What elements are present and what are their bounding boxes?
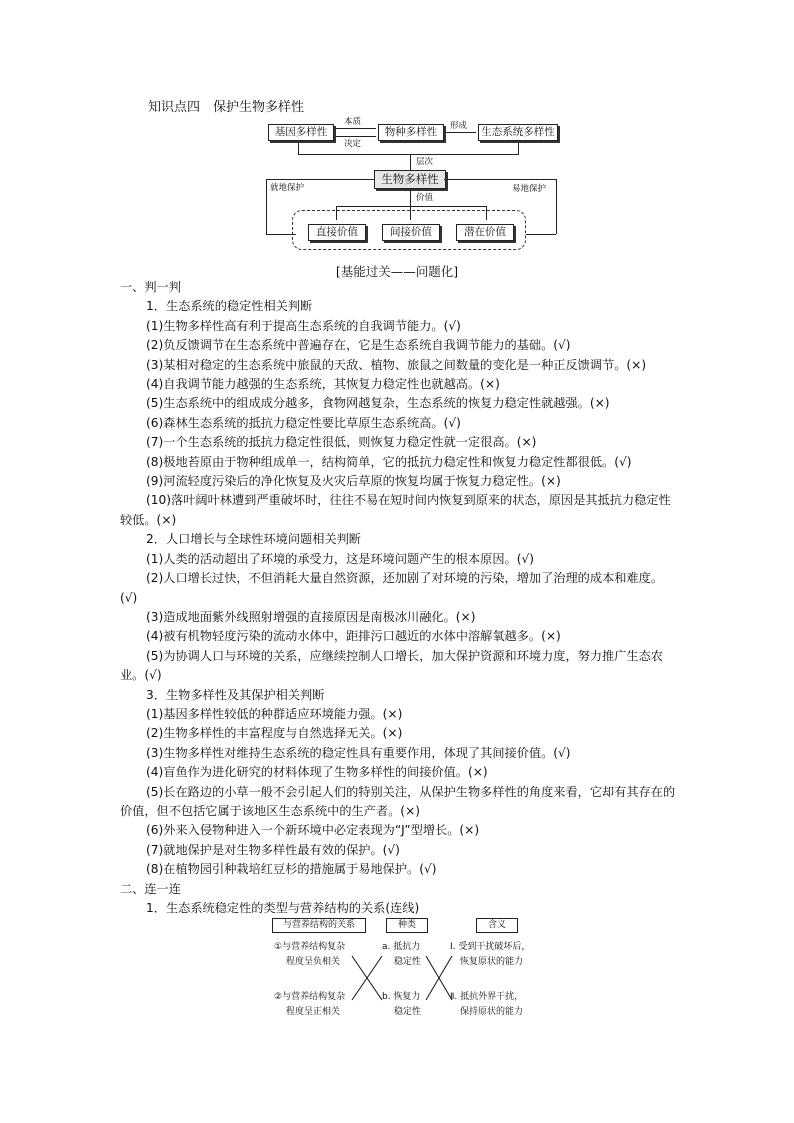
gene-diversity-box: 基因多样性: [268, 124, 334, 141]
meaning-2-line2: 保持原状的能力: [460, 1007, 524, 1017]
type-a-line1: a. 抵抗力: [382, 942, 421, 952]
bracket-top: [298, 154, 519, 155]
text-line: (5)为协调人口与环境的关系，应继续控制人口增长，加大保护资源和环境力度，努力推广生态农业。(√): [120, 648, 663, 683]
exsitu-line-v: [556, 179, 557, 234]
header-type: 种类: [386, 918, 428, 933]
essence-label: 本质: [344, 117, 362, 127]
concept-diagram: [258, 112, 568, 260]
value-branch: [336, 206, 486, 207]
text-line: 1．生态系统的稳定性相关判断: [146, 299, 313, 314]
text-line: (1)生物多样性高有利于提高生态系统的自我调节能力。(√): [146, 318, 461, 333]
type-b-line2: 稳定性: [394, 1007, 422, 1017]
matching-table: [272, 916, 552, 1026]
text-line: 3．生物多样性及其保护相关判断: [146, 687, 325, 702]
text-line: (2)人口增长过快，不但消耗大量自然资源，还加剧了对环境的污染，增加了治理的成本和难度。(√): [120, 571, 663, 605]
ecosystem-diversity-box: 生态系统多样性: [478, 124, 558, 141]
text-line: (5)长在路边的小草一般不会引起人们的特别关注，从保护生物多样性的角度来看，它却有其存在的价值，但不包括它属于该地区生态系统中的生产者。(×): [120, 784, 676, 818]
text-line: (3)某相对稳定的生态系统中旅鼠的天敌、植物、旅鼠之间数量的变化是一种正反馈调节。(×): [146, 357, 647, 372]
bracket-left: [298, 142, 299, 154]
text-line: (6)外来入侵物种进入一个新环境中必定表现为“J”型增长。(×): [146, 823, 480, 838]
insitu-line-h: [266, 179, 374, 180]
species-diversity-box: 物种多样性: [378, 124, 444, 141]
meaning-1-line1: Ⅰ. 受到干扰破坏后，: [450, 942, 531, 952]
text-line: 一、判一判: [120, 280, 181, 294]
text-line: (4)被有机物轻度污染的流动水体中，距排污口越近的水体中溶解氧越多。(×): [146, 629, 561, 644]
relation-1a: ①与营养结构复杂: [274, 942, 346, 952]
insitu-label: 就地保护: [270, 183, 305, 193]
text-line: (5)生态系统中的组成成分越多，食物网越复杂，生态系统的恢复力稳定性就越强。(×): [146, 396, 610, 411]
type-a-line2: 稳定性: [394, 957, 422, 967]
exsitu-line-h: [444, 179, 556, 180]
arrow-essence: [336, 128, 376, 129]
direct-value-box: 直接价值: [308, 224, 366, 241]
section-caption: [基能过关——问题化]: [335, 264, 459, 279]
text-body: [120, 278, 676, 918]
section-title: 知识点四 保护生物多样性: [148, 100, 305, 115]
text-line: (8)在植物园引种栽培红豆杉的措施属于易地保护。(√): [146, 862, 437, 877]
meaning-1-line2: 恢复原状的能力: [460, 957, 524, 967]
text-line: 2．人口增长与全球性环境问题相关判断: [146, 532, 361, 547]
relation-2b: 程度呈正相关: [286, 1007, 341, 1017]
text-line: (1)基因多样性较低的种群适应环境能力强。(×): [146, 706, 403, 721]
text-line: (6)森林生态系统的抵抗力稳定性要比草原生态系统高。(√): [146, 415, 461, 430]
text-line: (7)一个生态系统的抵抗力稳定性很低，则恢复力稳定性就一定很高。(×): [146, 435, 537, 450]
text-line: (10)落叶阔叶林遭到严重破坏时，往往不易在短时间内恢复到原来的状态，原因是其抵抗力稳定性较低。(×): [120, 493, 671, 527]
text-line: (3)生物多样性对维持生态系统的稳定性具有重要作用，体现了其间接价值。(√): [146, 745, 571, 760]
text-line: (1)人类的活动超出了环境的承受力，这是环境问题产生的根本原因。(√): [146, 551, 534, 566]
text-line: (2)生物多样性的丰富程度与自然选择无关。(×): [146, 726, 403, 741]
text-line: 二、连一连: [120, 881, 181, 896]
text-line: (4)自我调节能力越强的生态系统，其恢复力稳定性也就越高。(×): [146, 377, 500, 392]
biodiversity-box: 生物多样性: [374, 170, 446, 189]
potential-value-box: 潜在价值: [456, 224, 514, 241]
text-line: 1．生态系统稳定性的类型与营养结构的关系(连线): [146, 901, 420, 915]
header-relation: 与营养结构的关系: [272, 918, 366, 933]
indirect-value-box: 间接价值: [382, 224, 440, 241]
decide-label: 决定: [344, 139, 362, 149]
text-line: (8)极地苔原由于物种组成单一，结构简单，它的抵抗力稳定性和恢复力稳定性都很低。(√): [146, 454, 632, 469]
arrow-form: [446, 132, 476, 133]
text-line: (4)盲鱼作为进化研究的材料体现了生物多样性的间接价值。(×): [146, 765, 488, 780]
form-label: 形成: [450, 121, 468, 131]
header-meaning: 含义: [476, 918, 518, 933]
type-b-line1: b. 恢复力: [382, 992, 421, 1002]
relation-2a: ②与营养结构复杂: [274, 992, 346, 1002]
relation-1b: 程度呈负相关: [286, 957, 341, 967]
text-line: (2)负反馈调节在生态系统中普遍存在，它是生态系统自我调节能力的基础。(√): [146, 338, 571, 353]
exsitu-label: 易地保护: [512, 184, 547, 194]
level-label: 层次: [416, 157, 434, 167]
bracket-right: [518, 142, 519, 154]
text-line: (9)河流轻度污染后的净化恢复及火灾后草原的恢复均属于恢复力稳定性。(×): [146, 474, 561, 489]
exsitu-line-b: [526, 234, 556, 235]
meaning-2-line1: Ⅱ. 抵抗外界干扰，: [450, 992, 524, 1002]
level-stem: [410, 154, 411, 170]
value-label: 价值: [416, 193, 434, 203]
connector-lines: [272, 916, 552, 1026]
text-line: (7)就地保护是对生物多样性最有效的保护。(√): [146, 842, 400, 857]
value-stem: [410, 188, 411, 206]
text-line: (3)造成地面紫外线照射增强的直接原因是南极冰川融化。(×): [146, 609, 476, 624]
insitu-line-v: [266, 179, 267, 234]
